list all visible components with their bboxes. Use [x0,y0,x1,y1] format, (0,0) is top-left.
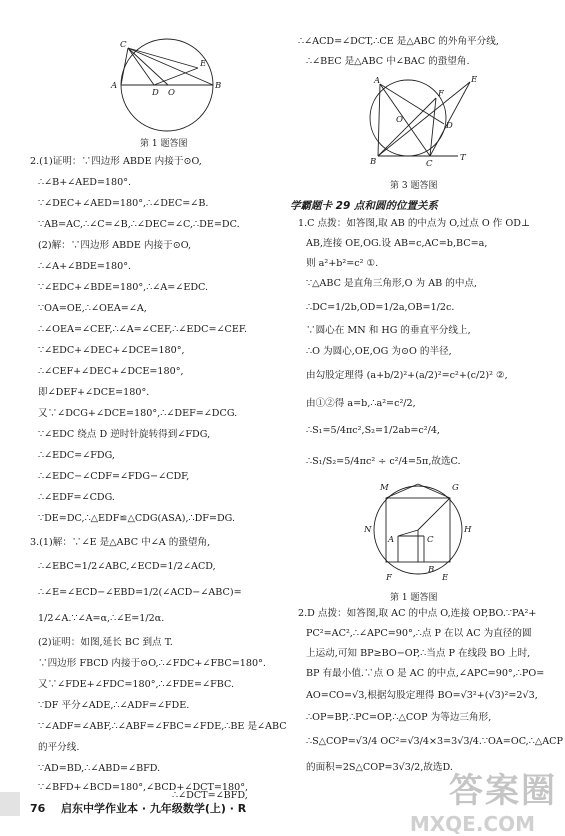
fig4-label-b: B [428,565,435,575]
right-line: 的面积=2S△COP=3√3/2,故选D. [306,762,453,773]
right-line: AO=CO=√3,根据勾股定理得 BO=√3²+(√3)²=2√3, [306,690,538,701]
fig3-label-t: T [460,153,466,163]
left-line: ∵∠DEC+∠AED=180°,∴∠DEC=∠B. [38,198,209,209]
figure-1b-caption: 第 1 题答图 [390,593,438,603]
left-line: 1/2∠A.∵∠A=α,∴∠E=1/2α. [38,613,165,624]
left-line: 3.(1)解：∵∠E 是△ABC 中∠A 的蛩望角, [30,537,211,548]
fig3-label-d: D [446,121,453,131]
right-line: PC²=AC²,∴∠APC=90°,∴点 P 在以 AC 为直径的圆 [306,628,532,639]
fig4-label-c: C [427,535,434,545]
figure-3-circle-diagram [360,76,480,176]
left-line: ∵DE=DC,∴△EDF≌△CDG(ASA),∴DF=DG. [38,513,236,524]
left-line: 2.(1)证明：∵四边形 ABDE 内接于⊙O, [30,156,202,167]
left-line: 的平分线. [38,742,80,753]
right-column [290,0,563,836]
left-line: ∵∠ADF=∠ABF,∴∠ABF=∠FBC=∠FDE,∴BE 是∠ABC [38,721,287,732]
fig3-label-a: A [374,76,381,86]
fig1-label-o: O [168,88,175,98]
left-line: ∵∠EDC+∠DEC+∠DCE=180°, [38,345,185,356]
left-line: ∴∠A+∠BDE=180°. [38,261,132,272]
left-line: ∵∠EDC+∠BDE=180°,∴∠A=∠EDC. [38,282,209,293]
page-footer [30,800,246,816]
left-column [22,0,287,836]
fig4-label-f: F [386,573,392,583]
right-line: ∴∠BEC 是△ABC 中∠BAC 的蛩望角. [306,56,470,67]
left-line: ∴∠DCT=∠BFD, [172,790,248,801]
left-line: 又∵∠FDE+∠FDC=180°,∴∠FDE=∠FBC. [38,679,235,690]
fig1-label-d: D [152,88,159,98]
section-title: 学霸题卡 29 点和圆的位置关系 [290,200,438,212]
watermark-url: MXQE.COM [409,812,535,836]
fig1-label-b: B [215,81,222,91]
right-line: ∴O 为圆心,OE,OG 为⊙O 的半径, [306,346,452,357]
right-line: 上运动,可知 BP≥BO−OP,∴当点 P 在线段 BO 上时, [306,648,531,659]
left-line: (2)解：∵四边形 ABDE 内接于⊙O, [38,240,192,251]
figure-3-caption: 第 3 题答图 [390,181,438,191]
fig3-label-e: E [471,76,478,85]
left-line: ∵DF 平分∠ADE,∴∠ADF=∠FDE. [38,700,190,711]
right-line: ∴S₁/S₂=5/4πc² ÷ c²/4=5π,故选C. [306,456,461,467]
fig4-label-g: G [452,483,459,493]
left-line: 即∠DEF+∠DCE=180°. [38,387,150,398]
left-line: ∴∠CEF+∠DEC+∠DCE=180°, [38,366,184,377]
left-line: ∴∠EDC−∠CDF=∠FDG−∠CDF, [38,471,190,482]
right-line: ∴OP=BP,∴PC=OP,∴△COP 为等边三角形, [306,712,492,723]
left-line: ∵∠EDC 绕点 D 逆时针旋转得到∠FDG, [38,429,211,440]
left-line: ∴∠EDC=∠FDG, [38,450,115,461]
footer-tab [0,792,20,816]
right-line: ∴S△COP=√3/4 OC²=√3/4×3=3√3/4.∵OA=OC,∴△ACP [306,736,563,747]
right-line: ∵圆心在 MN 和 HG 的垂直平分线上, [306,325,471,336]
right-line: ∴DC=1/2b,OD=1/2a,OB=1/2c. [306,302,455,313]
left-line: (2)证明：如图,延长 BC 到点 T. [38,637,173,648]
right-line: ∴∠ACD=∠DCT,∴CE 是△ABC 的外角平分线, [298,36,499,47]
left-line: ∵AD=BD,∴∠ABD=∠BFD. [38,763,161,774]
right-line: 2.D 点拨：如答图,取 AC 的中点 O,连接 OP,BO.∵PA²+ [298,608,537,619]
left-line: ∴∠E=∠ECD−∠EBD=1/2(∠ACD−∠ABC)= [38,587,242,598]
fig4-label-n: N [364,525,372,535]
right-line: ∴S₁=5/4πc²,S₂=1/2ab=c²/4, [306,425,440,436]
left-line: ∴∠B+∠AED=180°. [38,177,132,188]
fig4-label-m: M [380,483,389,493]
fig1-label-c: C [120,40,127,50]
fig3-label-o: O [396,115,403,125]
fig4-label-e: E [442,573,449,583]
left-line: ∵OA=OE,∴∠OEA=∠A, [38,303,147,314]
fig3-label-c: C [426,159,433,169]
right-line: 1.C 点拨：如答图,取 AB 的中点为 O,过点 O 作 OD⊥ [298,218,530,229]
left-line: ∴∠EDF=∠CDG. [38,492,115,503]
fig3-label-b: B [370,157,377,167]
right-line: 则 a²+b²=c² ①. [306,258,379,269]
left-line: ∵∠BFD+∠BCD=180°,∠BCD+∠DCT=180°, [38,782,249,793]
figure-1b-square-circle-diagram [362,480,482,590]
figure-1-caption: 第 1 题答图 [140,139,188,149]
left-line: ∵四边形 FBCD 内接于⊙O,∴∠FDC+∠FBC=180°. [38,658,266,669]
right-line: 由勾股定理得 (a+b/2)²+(a/2)²=c²+(c/2)² ②, [306,370,508,381]
left-line: ∴∠OEA=∠CEF,∴∠A=∠CEF,∴∠EDC=∠CEF. [38,324,248,335]
figure-1-circle-diagram [102,38,232,148]
book-title: 启东中学作业本 · 九年级数学(上) · R [61,802,247,815]
page-number: 76 [30,802,46,815]
right-line: BP 有最小值.∵点 O 是 AC 的中点,∠APC=90°,∴PO= [306,668,545,679]
right-line: 由①②得 a=b,∴a²=c²/2, [306,398,416,409]
right-line: ∵△ABC 是直角三角形,O 为 AB 的中点, [306,278,478,289]
right-line: AB,连接 OE,OG.设 AB=c,AC=b,BC=a, [306,238,488,249]
left-line: ∴∠EBC=1/2∠ABC,∠ECD=1/2∠ACD, [38,561,216,572]
fig4-label-a: A [388,535,395,545]
watermark-text: 答案圈 [449,771,557,811]
left-line: 又∵∠DCG+∠DCE=180°,∴∠DEF=∠DCG. [38,408,238,419]
fig3-label-f: F [438,89,444,99]
fig1-label-a: A [111,81,118,91]
fig4-label-h: H [464,525,472,535]
fig1-label-e: E [200,59,207,69]
left-line: ∵AB=AC,∴∠C=∠B,∴∠DEC=∠C,∴DE=DC. [38,219,240,230]
